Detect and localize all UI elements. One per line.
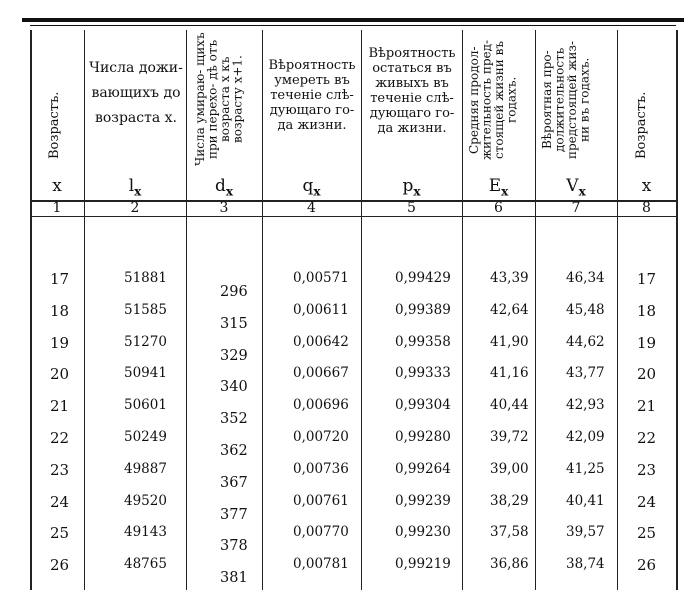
qx-cell: 0,00571 xyxy=(293,270,349,286)
Vx-cell: 38,74 xyxy=(566,556,605,573)
dx-cell: 315 xyxy=(220,315,248,332)
Vx-cell: 42,93 xyxy=(566,397,605,414)
col-number-1: 1 xyxy=(52,200,62,216)
header-dx: Числа умираю- щихъ при перехо- дѣ отъ возраста х къ возрасту х+1. xyxy=(193,32,245,166)
header-Vx: Вѣроятная про- должительность предстоящей жиз- ни въ годахъ. xyxy=(540,40,592,160)
symbol-qx-base: q xyxy=(302,176,314,196)
col-line-7 xyxy=(617,30,618,590)
symbol-dx-base: d xyxy=(214,176,226,196)
symbol-Ex-sub: x xyxy=(501,184,509,199)
qx-cell: 0,00642 xyxy=(293,333,349,350)
px-cell: 0,99429 xyxy=(395,270,451,286)
header-lx-text: Числа дожи- вающихъ до возраста х. xyxy=(89,60,183,126)
age-right-cell: 23 xyxy=(637,460,657,479)
Ex-cell: 40,44 xyxy=(490,397,529,414)
age-right-cell: 25 xyxy=(637,524,657,543)
age-cell: 17 xyxy=(50,270,70,288)
col-line-5 xyxy=(462,30,463,590)
symbol-Ex xyxy=(462,176,535,198)
age-cell: 21 xyxy=(50,397,70,416)
dx-cell: 378 xyxy=(220,538,248,555)
symbol-dx xyxy=(186,176,262,198)
top-rule xyxy=(22,18,684,22)
Vx-cell: 41,25 xyxy=(566,460,605,477)
age-right-cell: 22 xyxy=(637,429,657,447)
symbol-px-sub: x xyxy=(413,184,421,199)
dx-cell: 352 xyxy=(220,411,248,428)
Vx-cell: 46,34 xyxy=(566,270,605,286)
symbol-x-right: x xyxy=(641,176,652,196)
px-cell: 0,99239 xyxy=(395,492,451,509)
dx-cell: 340 xyxy=(220,379,248,396)
px-cell: 0,99389 xyxy=(395,301,451,318)
Ex-cell: 38,29 xyxy=(490,492,529,509)
lx-cell: 51585 xyxy=(124,301,167,318)
top-rule-thin xyxy=(30,25,676,26)
age-cell: 22 xyxy=(50,429,70,447)
lx-cell: 51270 xyxy=(124,333,167,350)
col-line-4 xyxy=(361,30,362,590)
symbol-lx xyxy=(84,176,186,198)
lx-cell: 49520 xyxy=(124,492,167,509)
px-cell: 0,99358 xyxy=(395,333,451,350)
qx-cell: 0,00667 xyxy=(293,365,349,382)
colnum-rule xyxy=(30,216,677,217)
col-number-6: 6 xyxy=(494,200,503,216)
age-right-cell: 17 xyxy=(637,270,657,288)
age-cell: 20 xyxy=(50,365,70,384)
age-right-cell: 18 xyxy=(637,301,657,320)
symbol-lx-base: l xyxy=(128,176,135,196)
dx-cell: 296 xyxy=(220,284,248,300)
symbol-Vx-sub: x xyxy=(578,184,586,199)
col-number-8: 8 xyxy=(642,200,651,216)
col-number-7: 7 xyxy=(571,200,581,216)
lx-cell: 50601 xyxy=(124,397,167,414)
header-qx-text: Вѣроятность умереть въ теченіе слѣ- дующаго го- да жизни. xyxy=(268,58,356,133)
dx-cell: 381 xyxy=(220,570,248,587)
qx-cell: 0,00736 xyxy=(293,460,349,477)
col-line-1 xyxy=(84,30,85,590)
symbol-x-left: x xyxy=(52,176,62,196)
dx-cell: 362 xyxy=(220,443,248,459)
age-cell: 25 xyxy=(50,524,70,543)
Ex-cell: 39,00 xyxy=(490,460,529,477)
age-cell: 19 xyxy=(50,333,70,352)
symbol-Vx-base: V xyxy=(566,176,579,196)
col-number-2: 2 xyxy=(130,200,140,216)
qx-cell: 0,00770 xyxy=(293,524,349,541)
Vx-cell: 43,77 xyxy=(566,365,605,382)
px-cell: 0,99280 xyxy=(395,429,451,445)
qx-cell: 0,00720 xyxy=(293,429,349,445)
Ex-cell: 39,72 xyxy=(490,429,529,445)
qx-cell: 0,00781 xyxy=(293,556,349,573)
header-px-text: Вѣроятность остаться въ живыхъ въ теченіе слѣ- дующаго го- да жизни. xyxy=(368,46,456,136)
px-cell: 0,99230 xyxy=(395,524,451,541)
age-right-cell: 26 xyxy=(637,556,657,575)
lx-cell: 49887 xyxy=(124,460,167,477)
col-line-6 xyxy=(535,30,536,590)
lx-cell: 51881 xyxy=(124,270,167,286)
age-right-cell: 20 xyxy=(637,365,657,384)
age-right-cell: 21 xyxy=(637,397,657,416)
lx-cell: 50941 xyxy=(124,365,167,382)
col-number-5: 5 xyxy=(407,200,416,216)
Vx-cell: 40,41 xyxy=(566,492,605,509)
qx-cell: 0,00761 xyxy=(293,492,349,509)
Ex-cell: 41,16 xyxy=(490,365,529,382)
px-cell: 0,99264 xyxy=(395,460,451,477)
lx-cell: 48765 xyxy=(124,556,167,573)
symbol-Ex-base: E xyxy=(488,176,502,196)
col-line-0 xyxy=(30,30,32,590)
dx-cell: 367 xyxy=(220,474,248,491)
age-cell: 23 xyxy=(50,460,70,479)
col-number-3: 3 xyxy=(219,200,229,216)
Ex-cell: 36,86 xyxy=(490,556,529,573)
header-Ex: Средняя продол- жительность пред- стоящей жизни въ годахъ. xyxy=(467,39,519,161)
Ex-cell: 43,39 xyxy=(490,270,529,286)
age-right-cell: 19 xyxy=(637,333,657,352)
symbol-qx-sub: x xyxy=(313,184,321,199)
Vx-cell: 42,09 xyxy=(566,429,605,445)
symbol-px-base: p xyxy=(402,176,414,196)
symbol-dx-sub: x xyxy=(225,184,234,199)
symbol-qx xyxy=(262,176,361,198)
col-number-4: 4 xyxy=(307,200,316,216)
age-cell: 24 xyxy=(50,492,70,511)
Vx-cell: 45,48 xyxy=(566,301,605,318)
age-cell: 26 xyxy=(50,556,70,575)
Vx-cell: 39,57 xyxy=(566,524,605,541)
header-age-left: Возрастъ. xyxy=(47,91,62,159)
header-qx xyxy=(264,58,360,133)
dx-cell: 377 xyxy=(220,506,248,523)
col-line-8 xyxy=(676,30,678,590)
age-right-cell: 24 xyxy=(637,492,657,511)
px-cell: 0,99333 xyxy=(395,365,451,382)
header-px xyxy=(363,46,461,136)
age-cell: 18 xyxy=(50,301,70,320)
header-age-right: Возрастъ. xyxy=(634,91,649,159)
Ex-cell: 42,64 xyxy=(490,301,529,318)
qx-cell: 0,00696 xyxy=(293,397,349,414)
symbol-px xyxy=(361,176,462,198)
Vx-cell: 44,62 xyxy=(566,333,605,350)
col-line-2 xyxy=(186,30,187,590)
lx-cell: 50249 xyxy=(124,429,167,445)
lx-cell: 49143 xyxy=(124,524,167,541)
symbol-Vx xyxy=(535,176,617,198)
symbol-lx-sub: x xyxy=(134,184,142,199)
qx-cell: 0,00611 xyxy=(293,301,349,318)
px-cell: 0,99219 xyxy=(395,556,451,573)
header-lx xyxy=(88,56,184,131)
px-cell: 0,99304 xyxy=(395,397,451,414)
Ex-cell: 41,90 xyxy=(490,333,529,350)
col-line-3 xyxy=(262,30,263,590)
Ex-cell: 37,58 xyxy=(490,524,529,541)
dx-cell: 329 xyxy=(220,347,248,364)
